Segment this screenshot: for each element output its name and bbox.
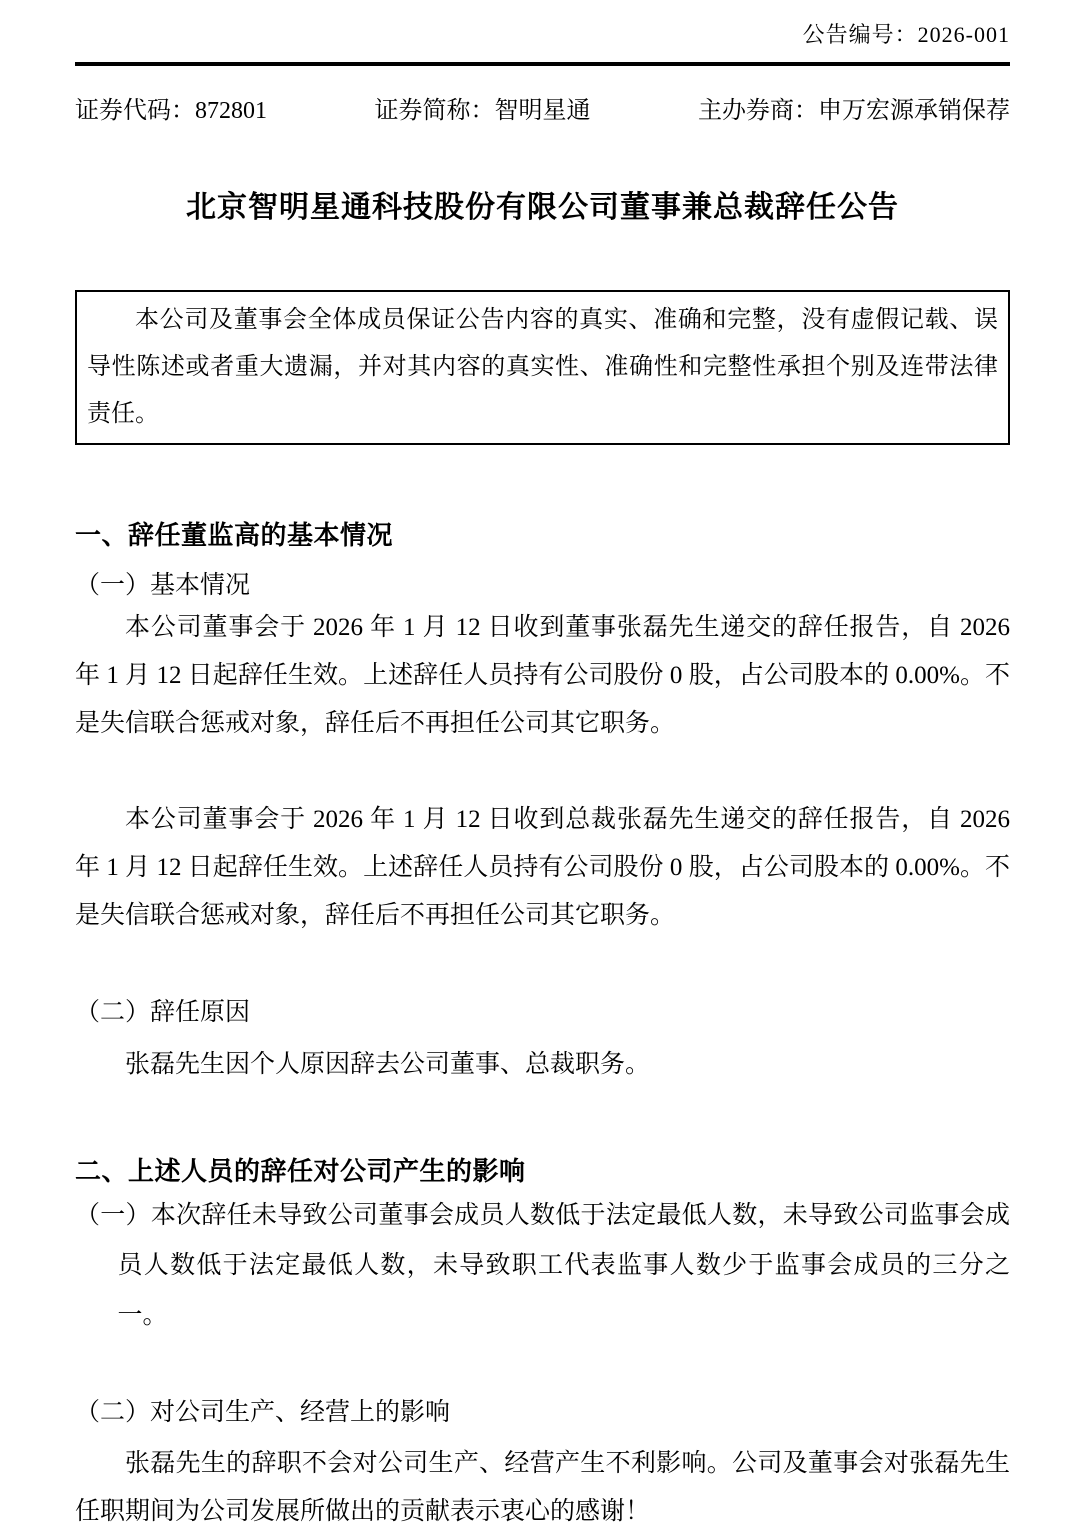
section-1-sub-1-heading: （一）基本情况 xyxy=(75,572,251,599)
header-divider-rule xyxy=(75,62,1010,66)
section-2-heading: 二、上述人员的辞任对公司产生的影响 xyxy=(75,1157,526,1186)
resignation-director-paragraph: 本公司董事会于 2026 年 1 月 12 日收到董事张磊先生递交的辞任报告，自 2026 年 1 月 12 日起辞任生效。上述辞任人员持有公司股份 0 股，占公司股本的 0.00%。不是失信联合惩戒对象，辞任后不再担任公司其它职务。 xyxy=(75,614,1010,737)
sponsor-label: 主办券商：申万宏源承销保荐 xyxy=(698,98,1010,124)
section-1-sub-2-heading: （二）辞任原因 xyxy=(75,999,251,1026)
page-title: 北京智明星通科技股份有限公司董事兼总裁辞任公告 xyxy=(186,191,899,224)
resignation-reason-paragraph: 张磊先生因个人原因辞去公司董事、总裁职务。 xyxy=(125,1051,651,1078)
announcement-number: 公告编号：2026-001 xyxy=(802,22,1010,47)
impact-operations-paragraph: 张磊先生的辞职不会对公司生产、经营产生不利影响。公司及董事会对张磊先生任职期间为公司发展所做出的贡献表示衷心的感谢！ xyxy=(75,1450,1010,1525)
stock-code-label: 证券代码：872801 xyxy=(75,98,267,124)
securities-header-row xyxy=(75,96,1010,126)
resignation-ceo-paragraph: 本公司董事会于 2026 年 1 月 12 日收到总裁张磊先生递交的辞任报告，自 2026 年 1 月 12 日起辞任生效。上述辞任人员持有公司股份 0 股，占公司股本的 0.00%。不是失信联合惩戒对象，辞任后不再担任公司其它职务。 xyxy=(75,806,1010,929)
stock-name-label: 证券简称：智明星通 xyxy=(374,98,591,124)
section-2-sub-2-heading: （二）对公司生产、经营上的影响 xyxy=(75,1399,451,1426)
declaration-text: 本公司及董事会全体成员保证公告内容的真实、准确和完整，没有虚假记载、误导性陈述或者重大遗漏，并对其内容的真实性、准确性和完整性承担个别及连带法律责任。 xyxy=(87,307,998,427)
declaration-box xyxy=(75,290,1010,445)
impact-board-composition-item: （一）本次辞任未导致公司董事会成员人数低于法定最低人数，未导致公司监事会成员人数低于法定最低人数，未导致职工代表监事人数少于监事会成员的三分之一。 xyxy=(75,1202,1010,1329)
section-1-heading: 一、辞任董监高的基本情况 xyxy=(75,521,394,550)
